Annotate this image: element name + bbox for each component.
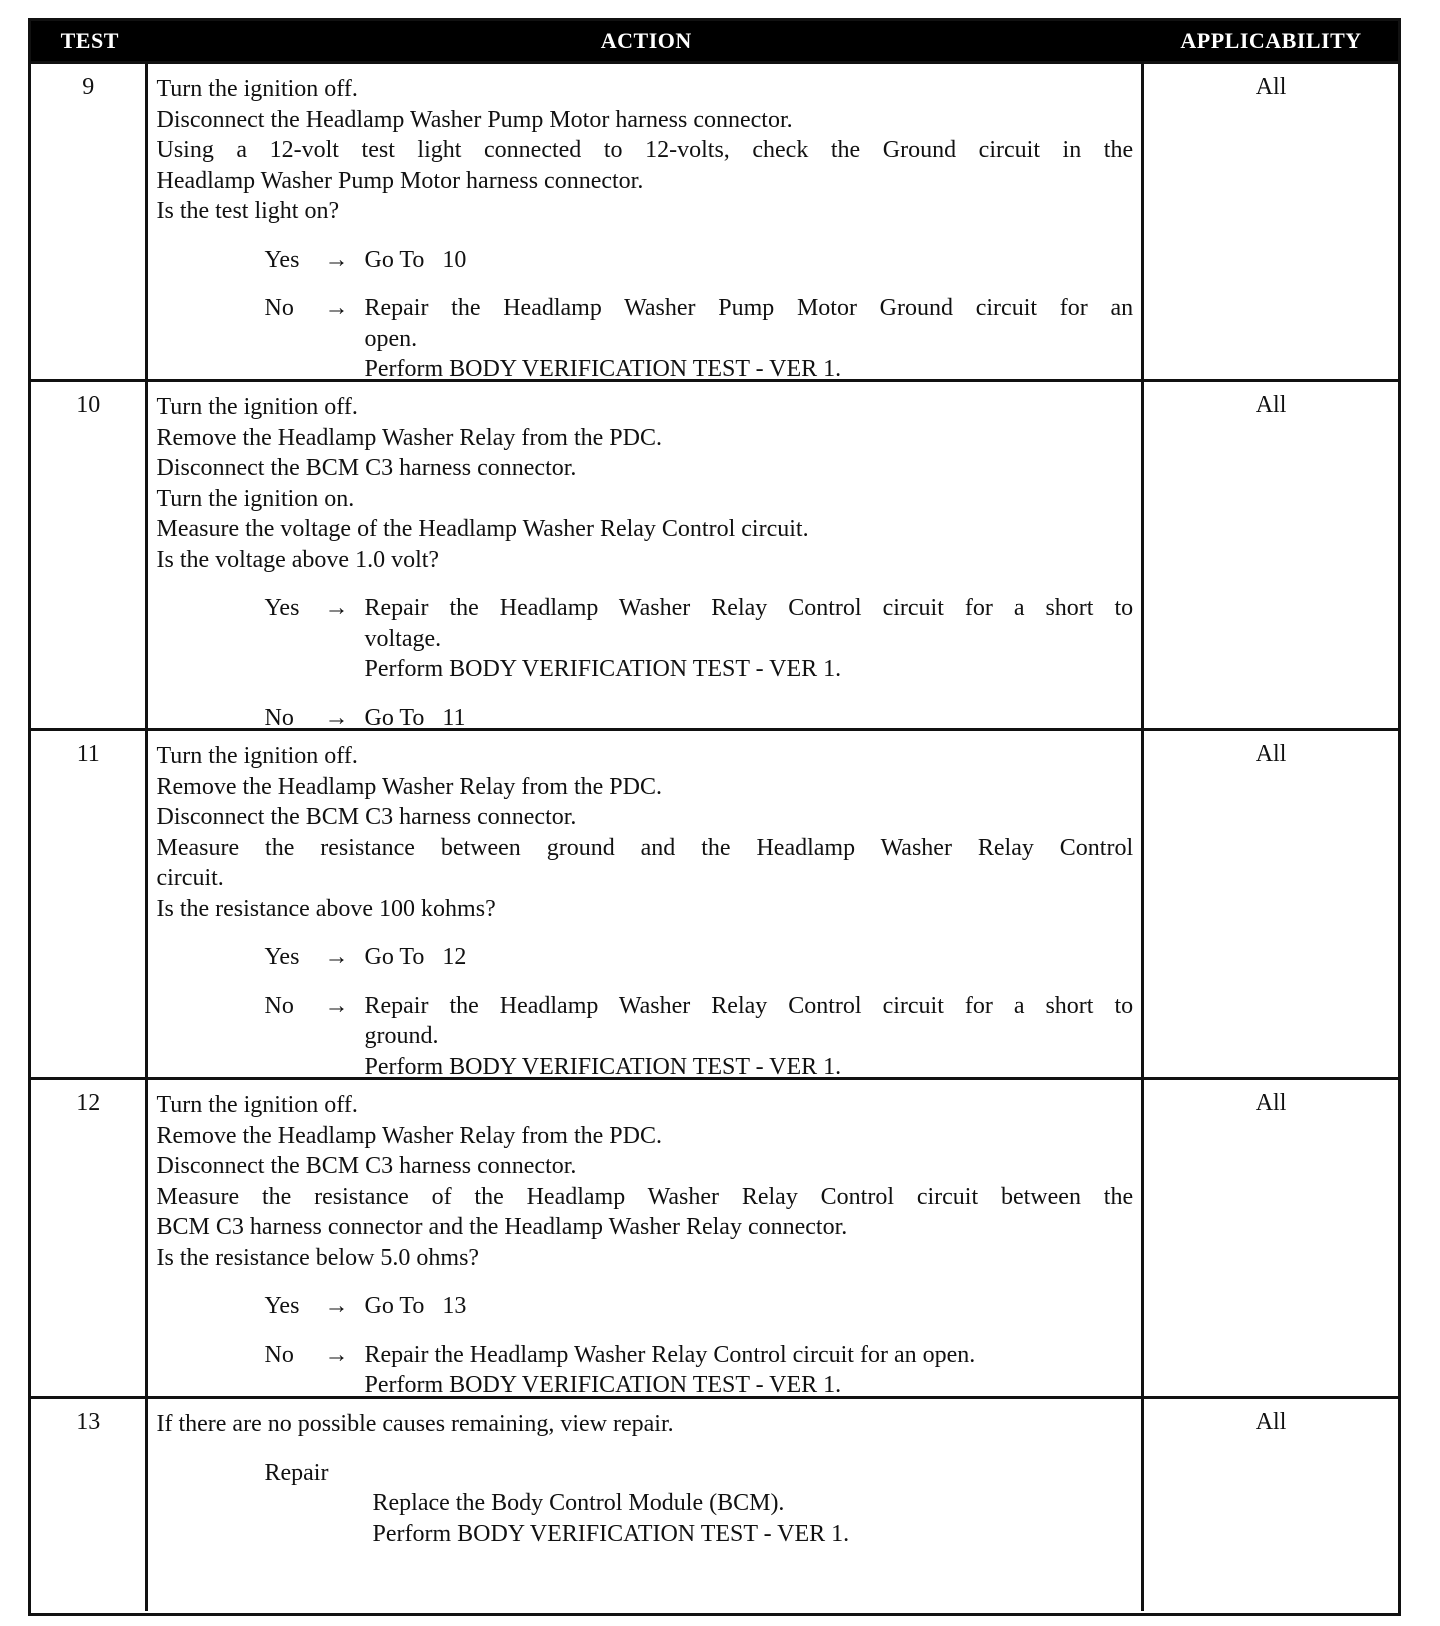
action-line: Measure the resistance between ground and the Headlamp Washer Relay Control xyxy=(156,834,1134,861)
applicability-value: All xyxy=(1255,1090,1287,1116)
action-line: Measure the resistance of the Headlamp Washer Relay Control circuit between the xyxy=(156,1183,1134,1210)
no-result xyxy=(156,293,1133,385)
applicability-value: All xyxy=(1255,74,1287,100)
no-result xyxy=(156,1340,1133,1401)
action-line: Remove the Headlamp Washer Relay from the PDC. xyxy=(156,424,662,451)
applicability-value: All xyxy=(1255,741,1287,767)
action-line: Measure the voltage of the Headlamp Washer Relay Control circuit. xyxy=(156,516,809,542)
action-cell xyxy=(148,1399,1144,1611)
table-row xyxy=(31,1396,1398,1611)
test-number: 10 xyxy=(31,382,148,728)
no-result xyxy=(156,991,1133,1083)
result-text: Perform BODY VERIFICATION TEST - VER 1. xyxy=(364,656,842,682)
result-text: Go To 11 xyxy=(364,704,466,731)
action-line: Remove the Headlamp Washer Relay from the PDC. xyxy=(156,1122,662,1149)
result-text: Repair the Headlamp Washer Relay Control circuit for a short to xyxy=(364,992,1134,1019)
yes-result xyxy=(156,593,1133,685)
result-text: Repair the Headlamp Washer Relay Control circuit for a short to xyxy=(364,595,1134,621)
table-header xyxy=(31,21,1398,61)
repair-label: Repair xyxy=(264,1459,329,1486)
arrow-icon: → xyxy=(324,704,349,731)
action-line: circuit. xyxy=(156,865,224,891)
yes-label: Yes xyxy=(264,246,300,273)
result-text: Perform BODY VERIFICATION TEST - VER 1. xyxy=(364,1372,842,1398)
action-line: Turn the ignition off. xyxy=(156,76,358,102)
result-text: Repair the Headlamp Washer Relay Control circuit for an open. xyxy=(364,1341,976,1368)
result-text: Go To 10 xyxy=(364,246,467,273)
table-row xyxy=(31,61,1398,382)
yes-label: Yes xyxy=(264,1293,300,1319)
table-row xyxy=(31,1077,1398,1396)
arrow-icon: → xyxy=(324,1293,349,1319)
result-text: open. xyxy=(364,325,418,352)
header-applicability: APPLICABILITY xyxy=(1180,28,1362,53)
action-line: Is the resistance above 100 kohms? xyxy=(156,895,496,922)
test-number: 11 xyxy=(31,731,148,1077)
arrow-icon: → xyxy=(324,992,349,1019)
applicability-value: All xyxy=(1255,392,1287,418)
header-test: TEST xyxy=(60,28,119,53)
header-action: ACTION xyxy=(600,28,692,53)
arrow-icon: → xyxy=(324,295,349,321)
repair-text: Perform BODY VERIFICATION TEST - VER 1. xyxy=(372,1520,850,1547)
action-line: BCM C3 harness connector and the Headlamp Washer Relay connector. xyxy=(156,1214,848,1240)
result-text: Go To 13 xyxy=(364,1293,467,1319)
yes-result xyxy=(156,1291,1133,1322)
table-row xyxy=(31,379,1398,731)
action-cell xyxy=(148,382,1144,731)
no-result xyxy=(156,703,1133,734)
action-line: Turn the ignition off. xyxy=(156,1092,358,1118)
repair-block xyxy=(264,1458,1133,1550)
table-row xyxy=(31,728,1398,1080)
action-line: Disconnect the BCM C3 harness connector. xyxy=(156,1153,577,1179)
action-line: Is the voltage above 1.0 volt? xyxy=(156,546,440,573)
action-line: Headlamp Washer Pump Motor harness connector. xyxy=(156,167,644,194)
result-text: voltage. xyxy=(364,625,442,652)
action-line: Turn the ignition on. xyxy=(156,485,355,512)
test-number: 9 xyxy=(31,64,148,379)
action-line: Disconnect the BCM C3 harness connector. xyxy=(156,804,577,830)
action-line: Using a 12-volt test light connected to 12-volts, check the Ground circuit in the xyxy=(156,137,1134,163)
action-cell xyxy=(148,731,1144,1080)
result-text: ground. xyxy=(364,1023,439,1049)
action-line: Disconnect the BCM C3 harness connector. xyxy=(156,455,577,481)
action-line: Is the resistance below 5.0 ohms? xyxy=(156,1244,480,1271)
result-text: Repair the Headlamp Washer Pump Motor Ground circuit for an xyxy=(364,295,1134,321)
action-cell xyxy=(148,1080,1144,1396)
yes-result xyxy=(156,245,1133,276)
action-line: Is the test light on? xyxy=(156,198,340,224)
action-cell xyxy=(148,64,1144,382)
applicability-value: All xyxy=(1255,1409,1287,1435)
action-line: If there are no possible causes remaining, view repair. xyxy=(156,1411,674,1437)
yes-label: Yes xyxy=(264,595,300,621)
action-line: Remove the Headlamp Washer Relay from the PDC. xyxy=(156,773,662,800)
test-number: 13 xyxy=(31,1399,148,1611)
test-number: 12 xyxy=(31,1080,148,1396)
yes-result xyxy=(156,942,1133,973)
result-text: Perform BODY VERIFICATION TEST - VER 1. xyxy=(364,1053,842,1080)
arrow-icon: → xyxy=(324,1341,349,1368)
no-label: No xyxy=(264,704,294,731)
result-text: Go To 12 xyxy=(364,944,467,970)
arrow-icon: → xyxy=(324,944,349,970)
no-label: No xyxy=(264,992,294,1019)
diagnostic-test-table xyxy=(28,18,1401,1616)
arrow-icon: → xyxy=(324,595,349,621)
yes-label: Yes xyxy=(264,944,300,970)
result-text: Perform BODY VERIFICATION TEST - VER 1. xyxy=(364,356,842,382)
action-line: Turn the ignition off. xyxy=(156,743,358,769)
no-label: No xyxy=(264,295,294,321)
no-label: No xyxy=(264,1341,294,1368)
action-line: Turn the ignition off. xyxy=(156,394,358,420)
repair-text: Replace the Body Control Module (BCM). xyxy=(372,1490,785,1516)
action-line: Disconnect the Headlamp Washer Pump Motor harness connector. xyxy=(156,106,793,133)
arrow-icon: → xyxy=(324,246,349,273)
